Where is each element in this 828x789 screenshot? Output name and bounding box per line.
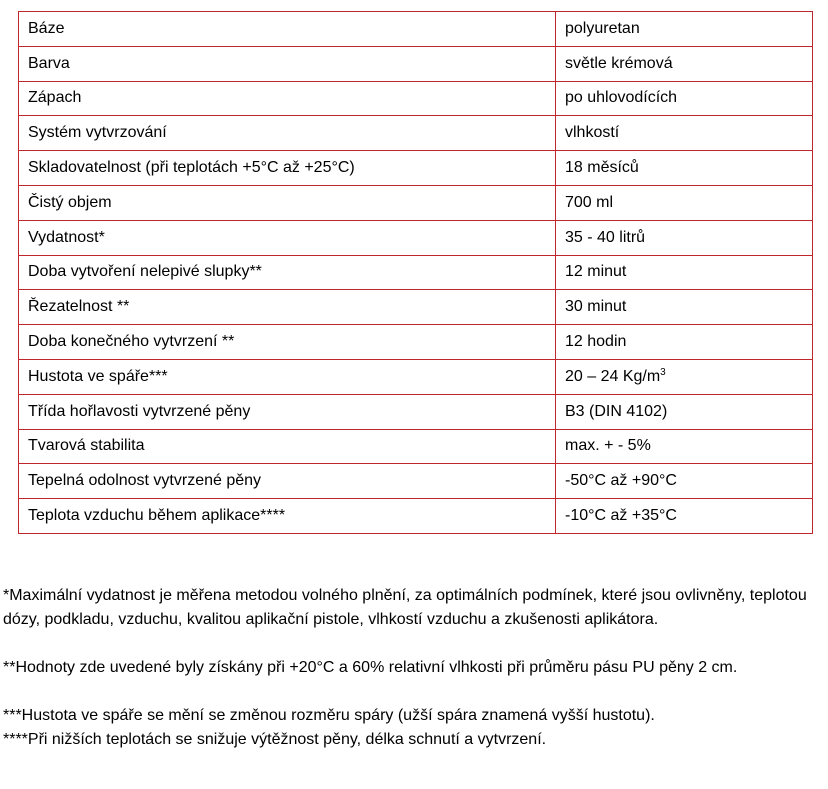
spec-value-density	[556, 359, 813, 394]
spec-label: Řezatelnost **	[19, 290, 556, 325]
table-row	[19, 151, 813, 186]
spec-label: Čistý objem	[19, 185, 556, 220]
spec-value: 12 hodin	[556, 325, 813, 360]
spec-value: -10°C až +35°C	[556, 499, 813, 534]
footnote-temperature: ****Při nižších teplotách se snižuje výtěžnost pěny, délka schnutí a vytvrzení.	[3, 731, 547, 748]
table-row	[19, 12, 813, 47]
spec-label: Tvarová stabilita	[19, 429, 556, 464]
spec-value: 18 měsíců	[556, 151, 813, 186]
spec-label: Skladovatelnost (při teplotách +5°C až +25°C)	[19, 151, 556, 186]
spec-value: 30 minut	[556, 290, 813, 325]
spec-value: 700 ml	[556, 185, 813, 220]
spec-value: po uhlovodících	[556, 81, 813, 116]
table-row	[19, 359, 813, 394]
table-row	[19, 255, 813, 290]
table-row	[19, 290, 813, 325]
spec-value: 12 minut	[556, 255, 813, 290]
spec-label: Vydatnost*	[19, 220, 556, 255]
spec-label: Hustota ve spáře***	[19, 359, 556, 394]
footnotes	[3, 584, 825, 752]
spec-value: polyuretan	[556, 12, 813, 47]
table-row	[19, 394, 813, 429]
spec-label: Systém vytvrzování	[19, 116, 556, 151]
spec-label: Barva	[19, 46, 556, 81]
spec-value: max. + - 5%	[556, 429, 813, 464]
spec-label: Doba vytvoření nelepivé slupky**	[19, 255, 556, 290]
table-row	[19, 220, 813, 255]
spec-value: 35 - 40 litrů	[556, 220, 813, 255]
footnote-yield: *Maximální vydatnost je měřena metodou volného plnění, za optimálních podmínek, které jsou ovlivněny, teplotou dózy, podkladu, vzduchu, kvalitou aplikační pistole, vlhkostí vzduchu a zkušenosti aplikátora.	[3, 587, 807, 628]
specification-table	[18, 11, 813, 534]
table-row	[19, 325, 813, 360]
table-row	[19, 81, 813, 116]
spec-label: Teplota vzduchu během aplikace****	[19, 499, 556, 534]
cubic-exponent: 3	[660, 366, 666, 378]
spec-label: Tepelná odolnost vytvrzené pěny	[19, 464, 556, 499]
spec-value: světle krémová	[556, 46, 813, 81]
table-row	[19, 185, 813, 220]
spec-value: B3 (DIN 4102)	[556, 394, 813, 429]
spec-label: Doba konečného vytvrzení **	[19, 325, 556, 360]
table-row	[19, 46, 813, 81]
spec-label: Zápach	[19, 81, 556, 116]
density-value-text: 20 – 24 Kg/m	[565, 367, 661, 385]
spec-label: Třída hořlavosti vytvrzené pěny	[19, 394, 556, 429]
table-row	[19, 499, 813, 534]
footnote-density: ***Hustota ve spáře se mění se změnou rozměru spáry (užší spára znamená vyšší hustotu).	[3, 707, 655, 724]
spec-value: vlhkostí	[556, 116, 813, 151]
spec-label: Báze	[19, 12, 556, 47]
table-row	[19, 429, 813, 464]
footnote-conditions: **Hodnoty zde uvedené byly získány při +20°C a 60% relativní vlhkosti při průměru pásu PU pěny 2 cm.	[3, 659, 738, 676]
spec-value: -50°C až +90°C	[556, 464, 813, 499]
table-row	[19, 464, 813, 499]
table-row	[19, 116, 813, 151]
